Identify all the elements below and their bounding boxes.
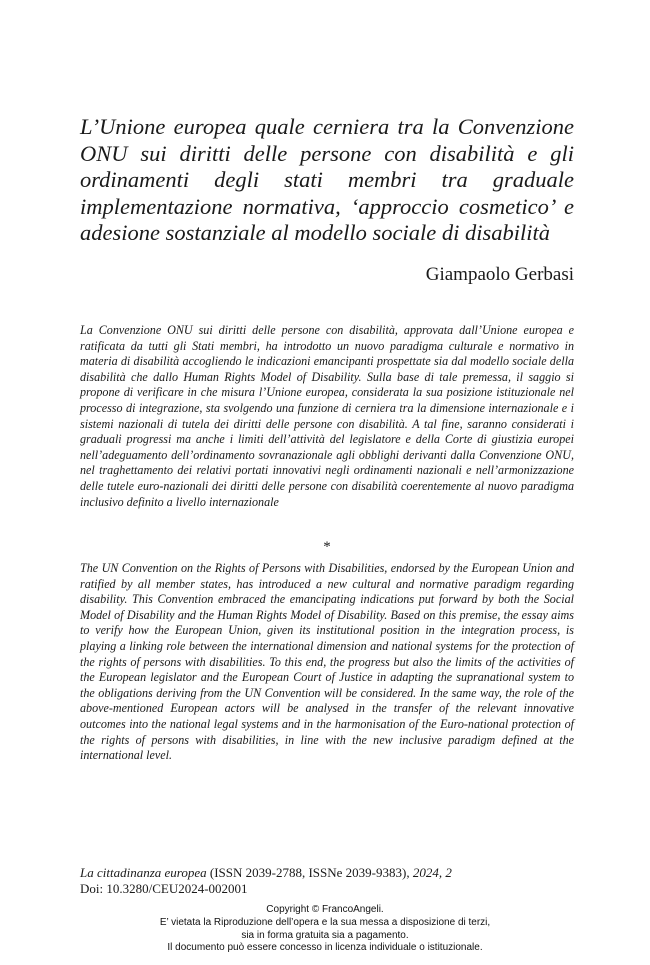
journal-issn: (ISSN 2039-2788, ISSNe 2039-9383), <box>206 865 413 880</box>
copyright-line: sia in forma gratuita sia a pagamento. <box>241 929 409 941</box>
copyright-notice <box>0 904 650 955</box>
section-separator: * <box>323 539 331 555</box>
article-title: L’Unione europea quale cerniera tra la Convenzione ONU sui diritti delle persone con disabilità e gli ordinamenti degli stati membri tra graduale implementazione normativa, ‘approccio cosmetico’ e adesione sostanziale al modello sociale di disabilità <box>80 114 574 245</box>
copyright-line: Il documento può essere concesso in licenza individuale o istituzionale. <box>167 942 483 954</box>
journal-issue: 2024, 2 <box>412 865 452 880</box>
copyright-line: Copyright © FrancoAngeli. <box>266 904 384 915</box>
author-name: Giampaolo Gerbasi <box>425 264 574 285</box>
copyright-line: E’ vietata la Riproduzione dell’opera e la sua messa a disposizione di terzi, <box>159 916 491 928</box>
journal-name: La cittadinanza europea <box>80 865 207 880</box>
abstract-italian: La Convenzione ONU sui diritti delle persone con disabilità, approvata dall’Unione europea e ratificata da tutti gli Stati membri, ha introdotto un nuovo paradigma culturale e normativo in materia di disabilità accogliendo le indicazioni emancipanti prospettate sia dal modello sociale della disabilità che dallo Human Rights Model of Disability. Sulla base di tale premessa, il saggio si propone di verificare in che misura l’Unione europea, considerata la sua posizione istituzionale nel processo di integrazione, sta svolgendo una funzione di cerniera tra la dimensione internazionale e i sistemi nazionali di tutela dei diritti delle persone con disabilità. A tal fine, saranno considerati i graduali progressi ma anche i limiti dell’attività del legislatore e della Corte di giustizia europei nell’adeguamento dell’ordinamento sovranazionale agli obblighi derivanti dalla Convenzione ONU, nel traghettamento dei relativi portati innovativi negli ordinamenti nazionali e nell’armonizzazione delle tutele euro-nazionali dei diritti delle persone con disabilità coerentemente al nuovo paradigma inclusivo definito a livello internazionale <box>80 323 574 509</box>
abstract-english: The UN Convention on the Rights of Persons with Disabilities, endorsed by the European Union and ratified by all member states, has introduced a new cultural and normative paradigm regarding disability. This Convention embraced the emancipating indications put forward by both the Social Model of Disability and the Human Rights Model of Disability. Based on this premise, the essay aims to verify how the European Union, given its institutional position in the integration process, is playing a linking role between the international dimension and national systems for the protection of the rights of persons with disabilities. To this end, the progress but also the limits of the activities of the European legislator and the European Court of Justice in adapting the supranational system to the obligations deriving from the UN Convention will be considered. In the same way, the role of the above-mentioned European actors will be analysed in the transfer of the relevant innovative outcomes into the national legal systems and in the harmonisation of the Euro-national protection of the rights of persons with disabilities, in line with the new inclusive paradigm defined at the international level. <box>80 561 574 763</box>
citation-block <box>80 865 600 897</box>
doi: Doi: 10.3280/CEU2024-002001 <box>80 881 248 896</box>
